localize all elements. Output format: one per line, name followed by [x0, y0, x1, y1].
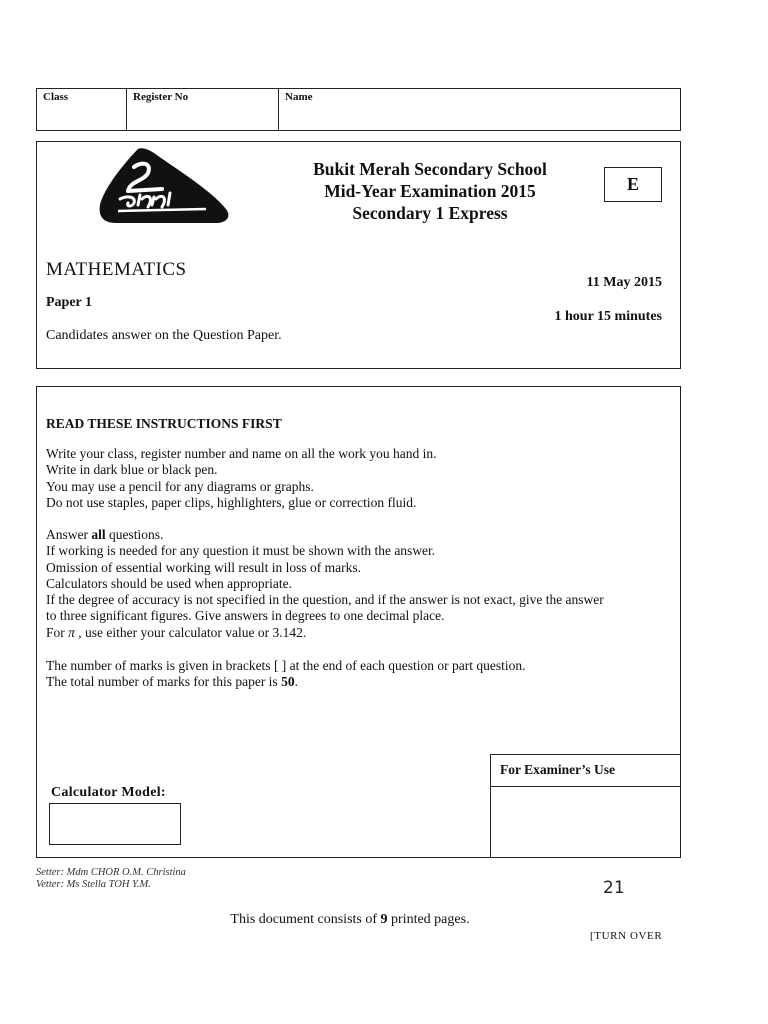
instruction-line: Write in dark blue or black pen. — [46, 462, 218, 478]
candidate-info-table — [36, 88, 681, 131]
instruction-line: Answer all questions. — [46, 527, 164, 542]
instruction-line: You may use a pencil for any diagrams or graphs. — [46, 478, 314, 494]
instruction-line: Omission of essential working will result in loss of marks. — [46, 559, 361, 575]
calculator-model-label: Calculator Model: — [51, 785, 166, 800]
page-count-note: This document consists of 9 printed pages. — [230, 912, 470, 927]
paper-variant-badge: E — [604, 167, 662, 202]
instruction-line: The number of marks is given in brackets [ ] at the end of each question or part question. — [46, 658, 526, 673]
setter-name: Setter: Mdm CHOR O.M. Christina — [36, 867, 186, 878]
calculator-model-field[interactable] — [49, 803, 181, 845]
pi-symbol: π — [68, 624, 75, 640]
instructions-answering — [46, 527, 676, 641]
instruction-line: If working is needed for any question it must be shown with the answer. — [46, 543, 436, 559]
instructions-general — [46, 446, 676, 511]
name-label: Name — [285, 91, 313, 103]
class-cell[interactable] — [37, 89, 127, 130]
setter-vetter-credits — [36, 867, 186, 891]
instructions-marks — [46, 658, 676, 691]
vetter-name: Vetter: Ms Stella TOH Y.M. — [36, 879, 151, 890]
instruction-line: If the degree of accuracy is not specified in the question, and if the answer is not exact, give the answer — [46, 592, 604, 608]
subject-title: MATHEMATICS — [46, 259, 187, 280]
level-title: Secondary 1 Express — [352, 203, 508, 223]
turn-over-note: [TURN OVER — [590, 930, 663, 942]
class-label: Class — [43, 91, 69, 103]
school-name: Bukit Merah Secondary School — [313, 159, 547, 179]
handwritten-score: 21 — [603, 878, 625, 898]
exam-title: Mid-Year Examination 2015 — [324, 181, 536, 201]
instructions-heading: READ THESE INSTRUCTIONS FIRST — [46, 416, 282, 431]
name-cell[interactable] — [279, 89, 680, 130]
instruction-line: to three significant figures. Give answers in degrees to one decimal place. — [46, 608, 445, 624]
exam-duration: 1 hour 15 minutes — [554, 309, 662, 324]
total-marks: 50 — [281, 674, 295, 690]
instruction-line: Calculators should be used when appropriate. — [46, 575, 292, 591]
instruction-line: The total number of marks for this paper is 50. — [46, 674, 298, 690]
register-no-label: Register No — [133, 91, 189, 103]
school-crest-logo-icon — [98, 147, 231, 225]
candidates-note: Candidates answer on the Question Paper. — [46, 328, 282, 343]
school-title-block — [270, 158, 590, 224]
examiner-use-label: For Examiner’s Use — [491, 755, 680, 787]
instruction-line: Do not use staples, paper clips, highlighters, glue or correction fluid. — [46, 494, 417, 510]
register-no-cell[interactable] — [127, 89, 279, 130]
paper-number: Paper 1 — [46, 295, 93, 310]
examiner-use-box — [490, 754, 681, 858]
instruction-line: Write your class, register number and name on all the work you hand in. — [46, 446, 437, 461]
exam-date: 11 May 2015 — [586, 275, 662, 290]
instruction-line: For π , use either your calculator value or 3.142. — [46, 624, 307, 640]
